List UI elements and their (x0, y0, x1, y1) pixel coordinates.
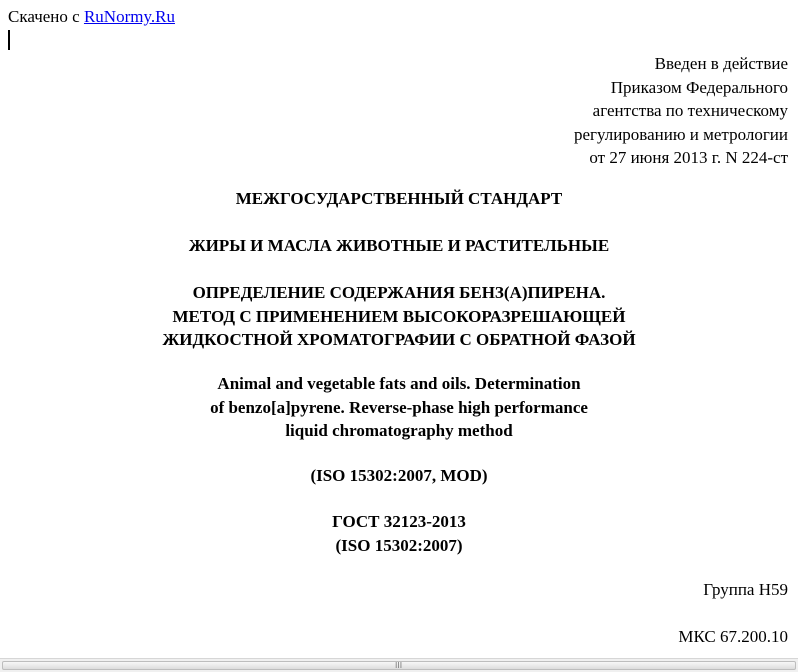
title-ru (0, 234, 798, 258)
gost-number: ГОСТ 32123-2013 (332, 512, 466, 531)
title-en (0, 372, 798, 443)
downloaded-from-line (8, 7, 175, 27)
iso-mod (0, 464, 798, 488)
group-code: Группа H59 (703, 580, 788, 599)
intro-line: от 27 июня 2013 г. N 224-ст (589, 148, 788, 167)
iso-reference: (ISO 15302:2007) (335, 535, 463, 555)
title-en-line: of benzo[a]pyrene. Reverse-phase high performance (210, 397, 588, 417)
horizontal-scrollbar[interactable] (0, 658, 798, 672)
mks-code: МКС 67.200.10 (678, 627, 788, 646)
intro-line: регулированию и метрологии (573, 124, 788, 144)
intro-block (574, 52, 788, 170)
subtitle-ru-line: ЖИДКОСТНОЙ ХРОМАТОГРАФИИ С ОБРАТНОЙ ФАЗОЙ (162, 330, 636, 349)
title-en-line: Animal and vegetable fats and oils. Determination (217, 374, 581, 393)
downloaded-prefix: Скачено с (8, 7, 80, 26)
intro-line: Введен в действие (654, 54, 788, 73)
scrollbar-grip-icon: III (395, 661, 403, 670)
intro-line: агентства по техническому (592, 101, 788, 120)
title-ru-text: ЖИРЫ И МАСЛА ЖИВОТНЫЕ И РАСТИТЕЛЬНЫЕ (188, 236, 610, 255)
subtitle-ru (0, 281, 798, 352)
standard-type (0, 187, 798, 211)
text-caret (8, 30, 10, 50)
subtitle-ru-line: ОПРЕДЕЛЕНИЕ СОДЕРЖАНИЯ БЕНЗ(А)ПИРЕНА. (192, 283, 606, 302)
intro-line: Приказом Федерального (610, 77, 788, 97)
runormy-link[interactable]: RuNormy.Ru (83, 7, 175, 26)
title-en-line: liquid chromatography method (285, 421, 513, 440)
iso-mod-text: (ISO 15302:2007, MOD) (310, 466, 488, 485)
gost-designation (0, 510, 798, 557)
subtitle-ru-line: МЕТОД С ПРИМЕНЕНИЕМ ВЫСОКОРАЗРЕШАЮЩЕЙ (172, 306, 626, 326)
standard-type-text: МЕЖГОСУДАРСТВЕННЫЙ СТАНДАРТ (235, 189, 563, 208)
